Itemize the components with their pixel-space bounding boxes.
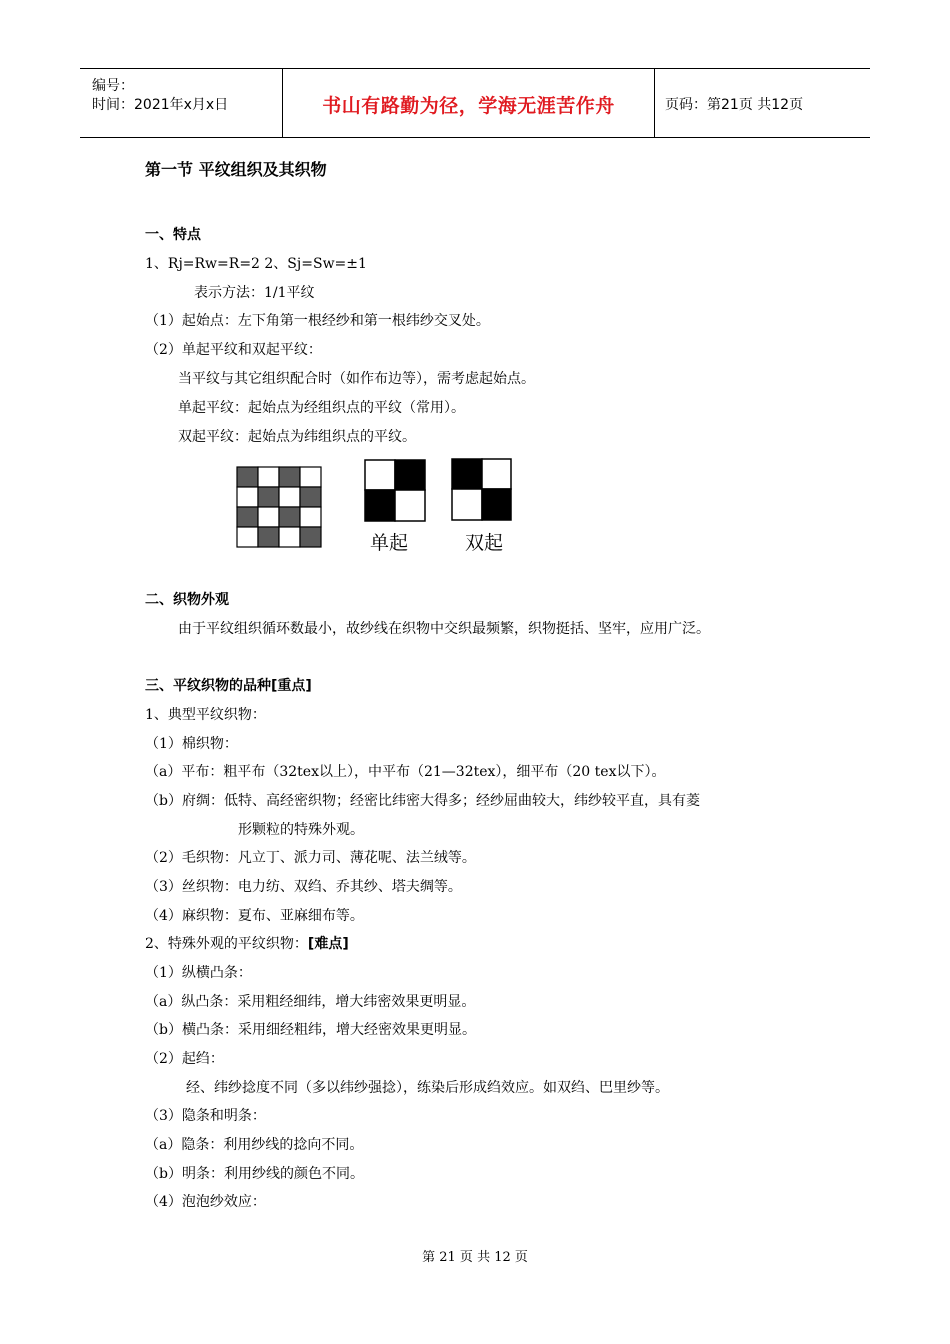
heading-features: 一、特点	[145, 227, 201, 243]
cell-empty	[482, 459, 511, 489]
difficulty-tag: [难点]	[307, 936, 349, 952]
cell-empty	[452, 489, 482, 520]
cell-filled	[258, 487, 279, 507]
heading-appearance: 二、织物外观	[145, 592, 229, 608]
cell-filled	[237, 507, 258, 527]
motto: 书山有路勤为径，学海无涯苦作舟	[322, 95, 615, 117]
header-info-cell	[80, 69, 283, 137]
double-plain-line: 双起平纹：起始点为纬组织点的平纹。	[178, 429, 416, 445]
single-start-figure	[364, 459, 426, 522]
cell-empty	[279, 487, 300, 507]
combination-line: 当平纹与其它组织配合时（如作布边等），需考虑起始点。	[178, 371, 535, 387]
list-item: （b）府绸：低特、高经密织物；经密比纬密大得多；经纱屈曲较大，纬纱较平直，具有菱	[145, 793, 700, 809]
list-item: （4）麻织物：夏布、亚麻细布等。	[145, 908, 364, 924]
cell-filled	[279, 507, 300, 527]
list-item: （a）隐条：利用纱线的捻向不同。	[145, 1137, 364, 1153]
cell-empty	[237, 487, 258, 507]
list-item: （b）明条：利用纱线的颜色不同。	[145, 1166, 364, 1182]
list-item: （1）纵横凸条：	[145, 965, 252, 981]
cell-filled	[258, 527, 279, 547]
page-footer: 第 21 页 共 12 页	[422, 1250, 528, 1265]
list-item	[145, 935, 349, 953]
list-item: 经、纬纱捻度不同（多以纬纱强捻），练染后形成绉效应。如双绉、巴里纱等。	[186, 1080, 669, 1096]
list-item: （a）平布：粗平布（32tex以上），中平布（21—32tex），细平布（20 tex以下）。	[145, 764, 666, 780]
cell-empty	[258, 507, 279, 527]
cell-empty	[258, 467, 279, 487]
header-page-cell	[655, 69, 870, 137]
cell-filled	[482, 489, 511, 520]
single-double-line: （2）单起平纹和双起平纹：	[145, 342, 322, 358]
list-item: （3）隐条和明条：	[145, 1108, 266, 1124]
single-start-caption: 单起	[370, 532, 409, 554]
cell-filled	[395, 460, 425, 490]
heading-varieties: 三、平纹织物的品种[重点]	[145, 678, 312, 694]
cell-filled	[279, 467, 300, 487]
list-item: （4）泡泡纱效应：	[145, 1194, 266, 1210]
section-title: 第一节 平纹组织及其织物	[145, 160, 327, 179]
header-motto-cell	[283, 69, 655, 137]
notation-line: 表示方法：1/1平纹	[194, 285, 315, 301]
cell-filled	[365, 490, 395, 521]
cell-empty	[300, 467, 321, 487]
list-item: （2）起绉：	[145, 1051, 224, 1067]
single-plain-line: 单起平纹：起始点为经组织点的平纹（常用）。	[178, 400, 465, 416]
cell-empty	[237, 527, 258, 547]
cell-empty	[300, 507, 321, 527]
list-item: 1、典型平纹织物：	[145, 707, 266, 723]
double-start-caption: 双起	[465, 532, 504, 554]
list-item: （a）纵凸条：采用粗经细纬，增大纬密效果更明显。	[145, 994, 476, 1010]
list-item: （3）丝织物：电力纺、双绉、乔其纱、塔夫绸等。	[145, 879, 462, 895]
cell-filled	[300, 527, 321, 547]
list-item: （1）棉织物：	[145, 736, 238, 752]
start-point-line: （1）起始点：左下角第一根经纱和第一根纬纱交叉处。	[145, 313, 490, 329]
date-label: 时间：2021年x月x日	[92, 97, 229, 113]
appearance-text: 由于平纹组织循环数最小，故纱线在织物中交织最频繁，织物挺括、坚牢，应用广泛。	[178, 621, 710, 637]
cell-empty	[395, 490, 425, 521]
list-item: 形颗粒的特殊外观。	[238, 822, 364, 838]
double-start-figure	[451, 458, 512, 521]
cell-filled	[300, 487, 321, 507]
page-label: 页码：第21页 共12页	[665, 97, 804, 113]
list-item: （b）横凸条：采用细经粗纬，增大经密效果更明显。	[145, 1022, 476, 1038]
cell-empty	[365, 460, 395, 490]
number-label: 编号：	[92, 78, 134, 94]
page-header	[80, 68, 870, 138]
cell-filled	[452, 459, 482, 489]
cell-empty	[279, 527, 300, 547]
special-appearance-label: 2、特殊外观的平纹织物：	[145, 936, 308, 952]
plain-weave-grid-figure	[236, 466, 326, 550]
feature-formula: 1、Rj=Rw=R=2 2、Sj=Sw=±1	[145, 256, 367, 272]
list-item: （2）毛织物：凡立丁、派力司、薄花呢、法兰绒等。	[145, 850, 476, 866]
cell-filled	[237, 467, 258, 487]
